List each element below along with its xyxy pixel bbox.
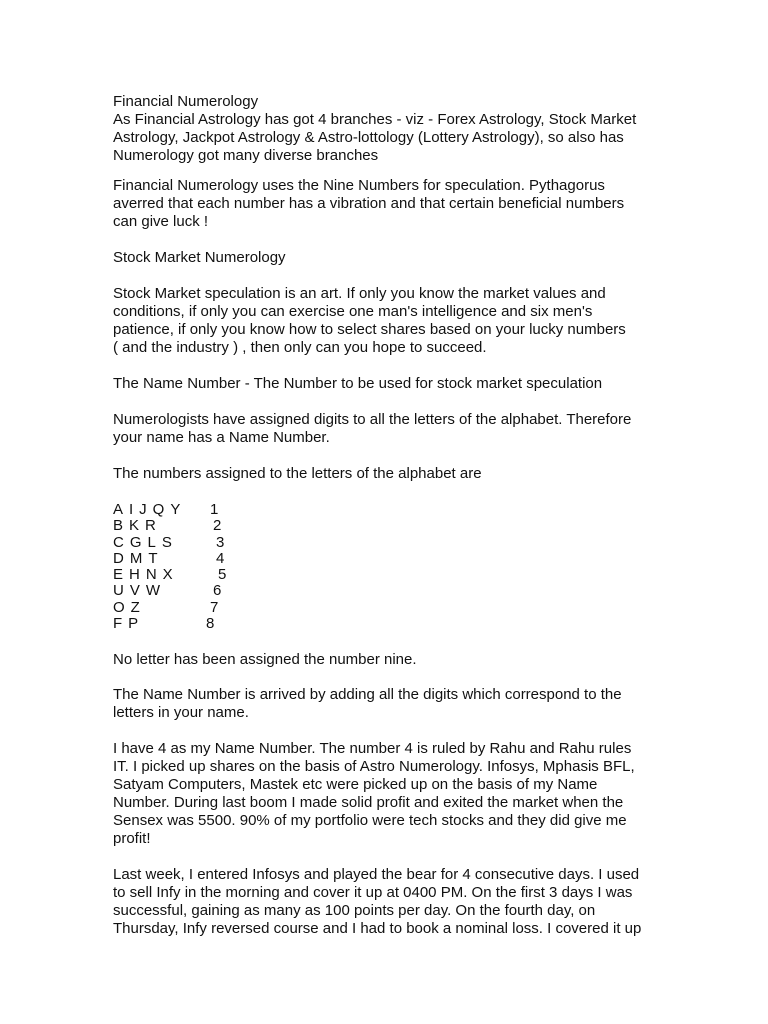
- text-line: Sensex was 5500. 90% of my portfolio were tech stocks and they did give me: [113, 812, 627, 829]
- letters: BKR: [113, 517, 162, 535]
- text-line: conditions, if only you can exercise one man's intelligence and six men's: [113, 303, 593, 320]
- text-line: Numerologists have assigned digits to all the letters of the alphabet. Therefore: [113, 411, 632, 428]
- table-row: [113, 566, 227, 584]
- number: 1: [210, 501, 219, 518]
- text-line: ( and the industry ) , then only can you hope to succeed.: [113, 339, 487, 356]
- document-title-paragraph: [113, 93, 636, 165]
- number: 3: [216, 533, 225, 551]
- letters: UVW: [113, 582, 166, 600]
- letters: EHNX: [113, 566, 179, 584]
- letters: FP: [113, 615, 145, 633]
- number: 6: [213, 582, 222, 600]
- text-line: The Name Number - The Number to be used for stock market speculation: [113, 375, 603, 392]
- text-line: Last week, I entered Infosys and played the bear for 4 consecutive days. I used: [113, 866, 640, 883]
- text-line: Numerology got many diverse branches: [113, 147, 379, 164]
- text-line: As Financial Astrology has got 4 branches - viz - Forex Astrology, Stock Market: [113, 111, 637, 128]
- text-line: Number. During last boom I made solid profit and exited the market when the: [113, 794, 624, 811]
- text-line: averred that each number has a vibration and that certain beneficial numbers: [113, 195, 625, 212]
- section-heading: [113, 375, 602, 393]
- text-line: Thursday, Infy reversed course and I had to book a nominal loss. I covered it up: [113, 920, 642, 937]
- letters: DMT: [113, 549, 164, 567]
- text-line: No letter has been assigned the number nine.: [113, 651, 417, 668]
- text-line: Astrology, Jackpot Astrology & Astro-lottology (Lottery Astrology), so also has: [113, 129, 624, 146]
- table-row: [113, 501, 219, 518]
- letters: AIJQY: [113, 501, 187, 518]
- paragraph: [113, 651, 417, 669]
- number: 7: [210, 598, 219, 616]
- text-line: Stock Market Numerology: [113, 249, 286, 266]
- text-line: letters in your name.: [113, 704, 249, 721]
- paragraph: [113, 285, 626, 357]
- text-line: your name has a Name Number.: [113, 429, 330, 446]
- text-line: patience, if only you know how to select shares based on your lucky numbers: [113, 321, 626, 338]
- text-line: successful, gaining as many as 100 points per day. On the fourth day, on: [113, 902, 596, 919]
- text-line: IT. I picked up shares on the basis of Astro Numerology. Infosys, Mphasis BFL,: [113, 758, 635, 775]
- text-line: to sell Infy in the morning and cover it up at 0400 PM. On the first 3 days I was: [113, 884, 633, 901]
- table-row: [113, 533, 225, 551]
- table-row: [113, 598, 219, 616]
- text-line: can give luck !: [113, 213, 209, 230]
- letters: OZ: [113, 598, 146, 616]
- paragraph: [113, 411, 631, 447]
- table-row: [113, 582, 222, 600]
- number: 5: [218, 566, 227, 584]
- table-row: [113, 517, 222, 535]
- text-line: Stock Market speculation is an art. If only you know the market values and: [113, 285, 606, 302]
- paragraph: [113, 866, 641, 938]
- text-line: The Name Number is arrived by adding all the digits which correspond to the: [113, 686, 622, 703]
- paragraph: [113, 686, 622, 722]
- paragraph: [113, 177, 624, 231]
- text-line: Satyam Computers, Mastek etc were picked up on the basis of my Name: [113, 776, 598, 793]
- number: 8: [206, 615, 215, 633]
- letters: CGLS: [113, 533, 178, 551]
- text-line: The numbers assigned to the letters of the alphabet are: [113, 465, 482, 482]
- number: 4: [216, 549, 225, 567]
- text-line: Financial Numerology uses the Nine Numbers for speculation. Pythagorus: [113, 177, 605, 194]
- letter-number-table: [113, 501, 227, 633]
- text-line: profit!: [113, 830, 151, 847]
- text-line: I have 4 as my Name Number. The number 4 is ruled by Rahu and Rahu rules: [113, 740, 632, 757]
- table-row: [113, 549, 225, 567]
- document-title: Financial Numerology: [113, 93, 259, 110]
- number: 2: [213, 517, 222, 535]
- section-heading: [113, 249, 286, 267]
- paragraph: [113, 465, 482, 483]
- paragraph: [113, 740, 635, 848]
- table-row: [113, 615, 215, 633]
